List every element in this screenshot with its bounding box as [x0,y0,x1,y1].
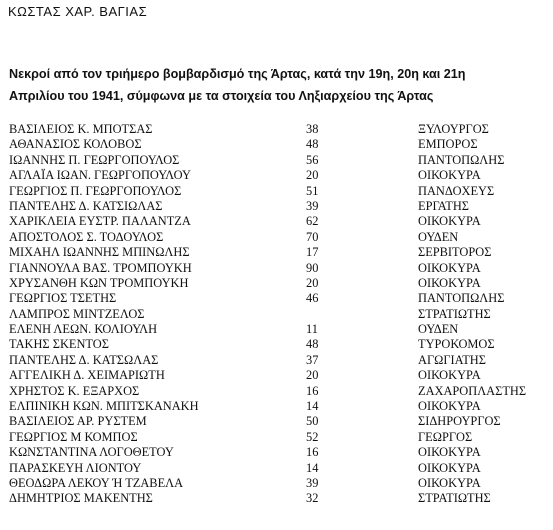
person-name: ΑΘΑΝΑΣΙΟΣ ΚΟΛΟΒΟΣ [9,137,142,152]
person-age: 56 [306,152,319,167]
person-occupation: ΠΑΝΤΟΠΩΛΗΣ [418,291,505,306]
person-name: ΕΛΕΝΗ ΛΕΩΝ. ΚΟΛΙΟΥΛΗ [9,322,158,337]
person-name: ΓΕΩΡΓΙΟΣ Π. ΓΕΩΡΓΟΠΟΥΛΟΣ [9,183,182,198]
person-name: ΚΩΝΣΤΑΝΤΙΝΑ ΛΟΓΟΘΕΤΟΥ [9,445,174,460]
person-name: ΓΕΩΡΓΙΟΣ ΤΣΕΤΗΣ [9,291,117,306]
person-age: 39 [306,475,319,490]
list-row [9,476,549,491]
person-age: 14 [306,460,319,475]
person-name: ΑΓΓΕΛΙΚΗ Δ. ΧΕΙΜΑΡΙΩΤΗ [9,368,165,383]
person-age: 16 [306,445,319,460]
person-age: 32 [306,491,319,506]
person-occupation: ΠΑΝΤΟΠΩΛΗΣ [418,152,505,167]
person-age: 20 [306,168,319,183]
list-row [9,322,549,337]
person-age: 11 [306,322,318,337]
person-age: 16 [306,383,319,398]
person-age: 20 [306,368,319,383]
heading-line-2: Απριλίου του 1941, σύμφωνα με τα στοιχεία του Ληξιαρχείου της Άρτας [9,89,434,103]
person-occupation: ΟΙΚΟΚΥΡΑ [418,260,481,275]
person-name: ΤΑΚΗΣ ΣΚΕΝΤΟΣ [9,337,109,352]
person-name: ΧΑΡΙΚΛΕΙΑ ΕΥΣΤΡ. ΠΑΛΑΝΤΖΑ [9,214,191,229]
person-name: ΑΓΛΑΪΑ ΙΩΑΝ. ΓΕΩΡΓΟΠΟΥΛΟΥ [9,168,191,183]
person-age: 48 [306,137,319,152]
list-row [9,153,549,168]
heading-line-1: Νεκροί από τον τριήμερο βομβαρδισμό της Άρτας, κατά την 19η, 20η και 21η [9,67,466,81]
person-age: 62 [306,214,319,229]
list-row [9,353,549,368]
person-name: ΛΑΜΠΡΟΣ ΜΙΝΤΖΕΛΟΣ [9,306,145,321]
person-name: ΧΡΥΣΑΝΘΗ ΚΩΝ ΤΡΟΜΠΟΥΚΗ [9,275,189,290]
person-occupation: ΠΑΝΔΟΧΕΥΣ [418,183,495,198]
person-age: 17 [306,245,319,260]
person-name: ΜΙΧΑΗΛ ΙΩΑΝΝΗΣ ΜΠΙΝΩΛΗΣ [9,245,190,260]
person-occupation: ΓΕΩΡΓΟΣ [418,429,473,444]
person-name: ΙΩΑΝΝΗΣ Π. ΓΕΩΡΓΟΠΟΥΛΟΣ [9,152,180,167]
person-name: ΒΑΣΙΛΕΙΟΣ ΑΡ. ΡΥΣΤΕΜ [9,414,147,429]
list-row [9,184,549,199]
person-name: ΘΕΟΔΩΡΑ ΛΕΚΟΥ Ή ΤΖΑΒΕΛΑ [9,475,184,490]
person-occupation: ΟΙΚΟΚΥΡΑ [418,460,481,475]
person-age: 50 [306,414,319,429]
person-name: ΓΕΩΡΓΙΟΣ Μ ΚΟΜΠΟΣ [9,429,138,444]
person-occupation: ΟΙΚΟΚΥΡΑ [418,475,481,490]
person-age: 52 [306,429,319,444]
author-name: ΚΩΣΤΑΣ ΧΑΡ. ΒΑΓΙΑΣ [8,4,148,19]
list-row [9,384,549,399]
list-row [9,122,549,137]
person-age: 38 [306,122,319,136]
list-row [9,276,549,291]
person-name: ΠΑΡΑΣΚΕΥΗ ΛΙΟΝΤΟΥ [9,460,142,475]
person-occupation: ΟΙΚΟΚΥΡΑ [418,275,481,290]
person-age: 48 [306,337,319,352]
list-row [9,137,549,152]
list-row [9,445,549,460]
person-name: ΠΑΝΤΕΛΗΣ Δ. ΚΑΤΣΩΛΑΣ [9,352,159,367]
list-row [9,168,549,183]
person-age: 14 [306,399,319,414]
list-row [9,337,549,352]
person-age: 39 [306,198,319,213]
list-row [9,399,549,414]
person-age: 90 [306,260,319,275]
person-occupation: ΖΑΧΑΡΟΠΛΑΣΤΗΣ [418,383,527,398]
person-occupation: ΟΙΚΟΚΥΡΑ [418,368,481,383]
person-name: ΧΡΗΣΤΟΣ Κ. ΕΞΑΡΧΟΣ [9,383,140,398]
person-occupation: ΕΡΓΑΤΗΣ [418,198,470,213]
person-name: ΒΑΣΙΛΕΙΟΣ Κ. ΜΠΟΤΣΑΣ [9,122,153,136]
person-name: ΓΙΑΝΝΟΥΛΑ ΒΑΣ. ΤΡΟΜΠΟΥΚΗ [9,260,192,275]
person-name: ΕΛΠΙΝΙΚΗ ΚΩΝ. ΜΠΙΤΣΚΑΝΑΚΗ [9,399,199,414]
list-row [9,461,549,476]
person-occupation: ΣΕΡΒΙΤΟΡΟΣ [418,245,492,260]
person-occupation: ΣΙΔΗΡΟΥΡΓΟΣ [418,414,501,429]
list-row [9,368,549,383]
person-occupation: ΑΓΩΓΙΑΤΗΣ [418,352,486,367]
person-name: ΠΑΝΤΕΛΗΣ Δ. ΚΑΤΣΙΩΛΑΣ [9,198,163,213]
document-heading [9,63,549,107]
person-occupation: ΕΜΠΟΡΟΣ [418,137,478,152]
person-occupation: ΟΙΚΟΚΥΡΑ [418,168,481,183]
person-name: ΔΗΜΗΤΡΙΟΣ ΜΑΚΕΝΤΗΣ [9,491,153,506]
list-row [9,291,549,306]
list-row [9,430,549,445]
casualty-list [9,122,549,507]
list-row [9,414,549,429]
person-occupation: ΣΤΡΑΤΙΩΤΗΣ [418,306,491,321]
person-occupation: ΣΤΡΑΤΙΩΤΗΣ [418,491,491,506]
list-row [9,230,549,245]
person-occupation: ΟΥΔΕΝ [418,322,459,337]
list-row [9,214,549,229]
person-occupation: ΟΙΚΟΚΥΡΑ [418,399,481,414]
list-row [9,245,549,260]
person-occupation: ΟΙΚΟΚΥΡΑ [418,445,481,460]
person-occupation: ΞΥΛΟΥΡΓΟΣ [418,122,489,136]
list-row [9,491,549,506]
person-age: 37 [306,352,319,367]
person-age: 20 [306,275,319,290]
person-occupation: ΤΥΡΟΚΟΜΟΣ [418,337,495,352]
person-name: ΑΠΟΣΤΟΛΟΣ Σ. ΤΟΔΟΥΛΟΣ [9,229,164,244]
person-occupation: ΟΙΚΟΚΥΡΑ [418,214,481,229]
list-row [9,261,549,276]
person-age: 70 [306,229,319,244]
list-row [9,307,549,322]
person-age: 46 [306,291,319,306]
list-row [9,199,549,214]
person-age: 51 [306,183,319,198]
person-occupation: ΟΥΔΕΝ [418,229,459,244]
